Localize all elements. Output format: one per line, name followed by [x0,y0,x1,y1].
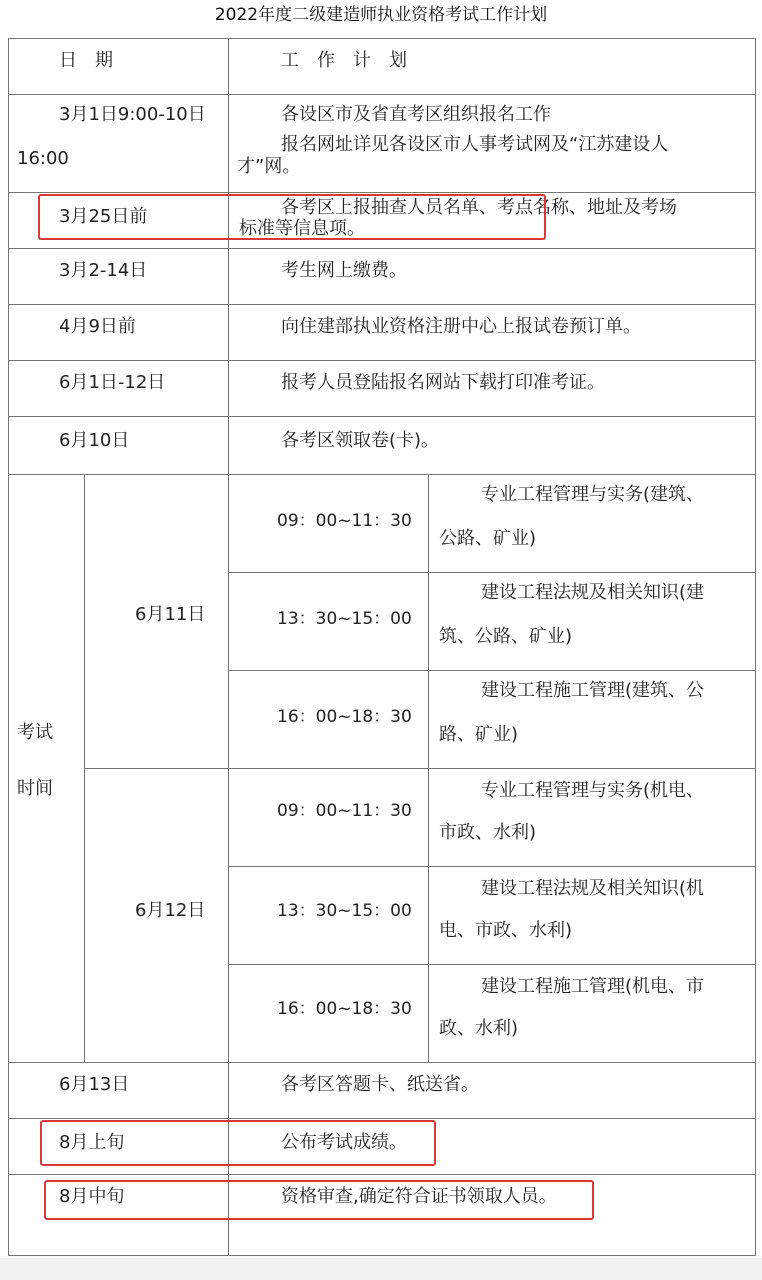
exam-session-time: 09：00~11：30 [228,474,430,574]
table-row-plan: 各设区市及省直考区组织报名工作 报名网址详见各设区市人事考试网及“江苏建设人 才”网。 [228,94,756,194]
exam-session-subject: 建设工程法规及相关知识(建 筑、公路、矿业) [428,572,756,672]
exam-session-subject: 专业工程管理与实务(建筑、 公路、矿业) [428,474,756,574]
table-row-date: 3月25日前 [8,192,230,250]
table-row-date: 6月10日 [8,416,230,476]
exam-session-subject: 建设工程法规及相关知识(机 电、市政、水利) [428,866,756,966]
table-row-date: 3月1日9:00-10日 16:00 [8,94,230,194]
header-date: 日 期 [59,50,113,71]
exam-session-subject: 建设工程施工管理(建筑、公 路、矿业) [428,670,756,770]
header-plan-cell [228,38,756,96]
table-row-plan: 公布考试成绩。 [228,1118,756,1176]
table-row-date: 8月中旬 [8,1174,230,1256]
header-date-cell [8,38,230,96]
table-row-plan: 各考区上报抽查人员名单、考点名称、地址及考场 标准等信息项。 [228,192,756,250]
table-row-plan: 考生网上缴费。 [228,248,756,306]
exam-session-time: 16：00~18：30 [228,964,430,1064]
exam-time-label: 考试 [17,722,53,743]
table-row-date: 6月1日-12日 [8,360,230,418]
table-row-date: 8月上旬 [8,1118,230,1176]
page-bottom-strip [0,1258,762,1280]
work-plan-table [8,38,756,1256]
exam-session-time: 09：00~11：30 [228,768,430,868]
table-row-date: 4月9日前 [8,304,230,362]
exam-time-label-cell: 考试 时间 [8,474,86,1064]
table-row-plan: 报考人员登陆报名网站下载打印准考证。 [228,360,756,418]
exam-session-time: 16：00~18：30 [228,670,430,770]
exam-session-subject: 建设工程施工管理(机电、市 政、水利) [428,964,756,1064]
exam-day-date: 6月11日 [84,474,230,770]
exam-session-subject: 专业工程管理与实务(机电、 市政、水利) [428,768,756,868]
table-row-date: 3月2-14日 [8,248,230,306]
table-row-date: 6月13日 [8,1062,230,1120]
exam-session-time: 13：30~15：00 [228,866,430,966]
table-row-plan: 向住建部执业资格注册中心上报试卷预订单。 [228,304,756,362]
exam-session-time: 13：30~15：00 [228,572,430,672]
header-plan: 工 作 计 划 [281,50,407,71]
exam-day-date: 6月12日 [84,768,230,1064]
table-row-plan: 资格审查,确定符合证书领取人员。 [228,1174,756,1256]
table-row-plan: 各考区答题卡、纸送省。 [228,1062,756,1120]
table-row-plan: 各考区领取卷(卡)。 [228,416,756,476]
page-title: 2022年度二级建造师执业资格考试工作计划 [214,5,548,25]
